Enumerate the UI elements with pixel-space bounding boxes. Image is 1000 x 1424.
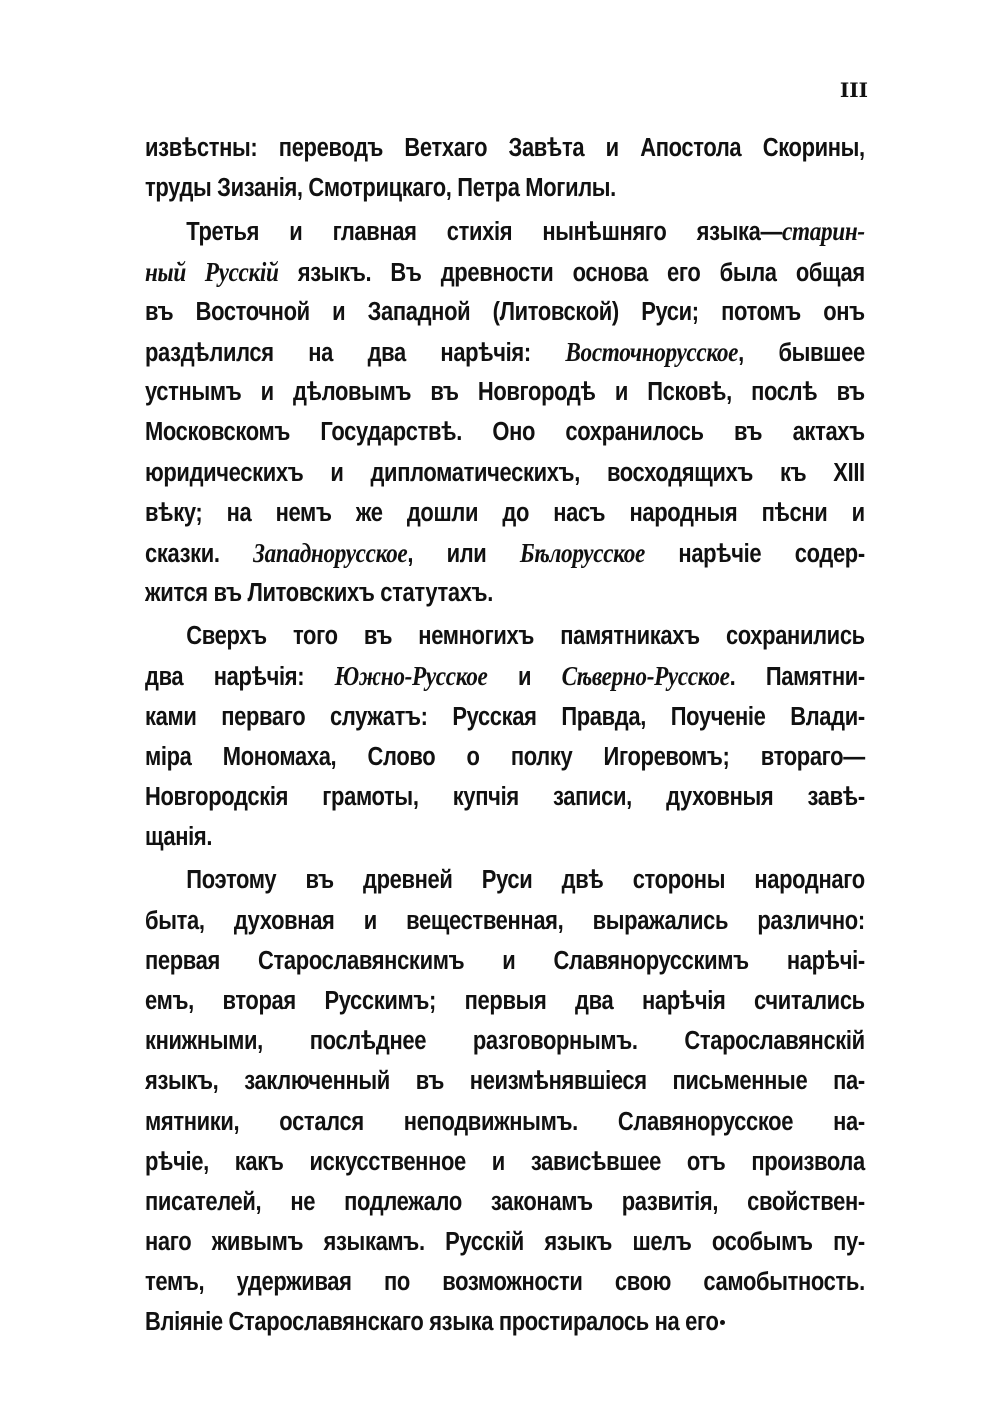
italic-term: Западнорусское — [253, 537, 408, 568]
text-line — [145, 616, 865, 656]
italic-term: ный Русскій — [145, 256, 279, 287]
italic-term: Восточнорусское — [565, 336, 739, 367]
text-line — [145, 1102, 865, 1142]
paragraph — [145, 128, 865, 208]
paragraph — [145, 616, 865, 857]
text-line — [145, 573, 865, 613]
text-run: труды Зизанія, Смотрицкаго, Петра Могилы. — [145, 174, 616, 203]
printer-mark — [720, 1320, 725, 1325]
text-line — [145, 860, 865, 900]
text-run: юридическихъ и дипломатическихъ, восходящихъ къ XIII — [145, 458, 865, 487]
text-line — [145, 901, 865, 941]
text-run: . Памятни- — [729, 663, 865, 692]
text-line — [145, 128, 865, 168]
text-run: Московскомъ Государствѣ. Оно сохранилось въ актахъ — [145, 418, 865, 447]
text-run: извѣстны: переводъ Ветхаго Завѣта и Апостола Скорины, — [145, 134, 865, 162]
text-line — [145, 656, 865, 696]
text-run: емъ, вторая Русскимъ; первыя два нарѣчія считались — [145, 986, 865, 1015]
text-run: въ Восточной и Западной (Литовской) Руси; потомъ онъ — [145, 297, 865, 326]
text-run: Сверхъ того въ немногихъ памятникахъ сохранились — [186, 622, 865, 651]
text-line — [145, 1142, 865, 1182]
text-line — [145, 941, 865, 981]
text-line — [145, 1262, 865, 1302]
text-run: ками перваго служатъ: Русская Правда, Поученіе Влади- — [145, 702, 865, 731]
text-run: сказки. — [145, 539, 254, 568]
text-line — [145, 252, 865, 292]
text-run: нарѣчіе содер- — [644, 539, 865, 568]
page-number: III — [839, 78, 868, 102]
text-run: наго живымъ языкамъ. Русскій языкъ шелъ особымъ пу- — [145, 1228, 865, 1257]
text-run: темъ, удерживая по возможности свою самобытность. — [145, 1268, 865, 1297]
text-run: первая Старославянскимъ и Славянорусскимъ нарѣчі- — [145, 946, 865, 975]
text-run: щанія. — [145, 823, 213, 852]
text-line — [145, 332, 865, 372]
italic-term: Бѣлорусское — [519, 537, 645, 568]
text-line — [145, 1302, 865, 1342]
text-run: и — [487, 663, 562, 692]
body-text — [145, 128, 865, 1343]
text-line — [145, 817, 865, 857]
text-line — [145, 1021, 865, 1061]
text-run: жится въ Литовскихъ статутахъ. — [145, 579, 493, 608]
text-run: писателей, не подлежало законамъ развитія, свойствен- — [145, 1187, 865, 1216]
text-run: книжными, послѣднее разговорнымъ. Старославянскій — [145, 1027, 865, 1056]
text-run: Вліяніе Старославянскаго языка простиралось на его — [145, 1308, 719, 1337]
text-line — [145, 168, 865, 208]
text-line — [145, 372, 865, 412]
text-line — [145, 211, 865, 251]
text-line — [145, 292, 865, 332]
text-line — [145, 777, 865, 817]
text-run: Поэтому въ древней Руси двѣ стороны народнаго — [186, 866, 865, 895]
text-run: мятники, остался неподвижнымъ. Славянорусское на- — [145, 1107, 865, 1136]
text-run: , или — [407, 539, 520, 568]
text-line — [145, 1222, 865, 1262]
text-run: міра Мономаха, Слово о полку Игоревомъ; втораго— — [145, 742, 865, 771]
text-line — [145, 1061, 865, 1101]
text-line — [145, 412, 865, 452]
text-run: два нарѣчія: — [145, 663, 335, 692]
text-run: вѣку; на немъ же дошли до насъ народныя пѣсни и — [145, 498, 865, 527]
text-run: рѣчіе, какъ искусственное и зависѣвшее отъ произвола — [145, 1147, 865, 1176]
italic-term: старин- — [782, 216, 865, 247]
text-line — [145, 981, 865, 1021]
text-run: Новгородскія грамоты, купчія записи, духовныя завѣ- — [145, 783, 865, 811]
text-line — [145, 697, 865, 737]
text-line — [145, 737, 865, 777]
text-run: языкъ. Въ древности основа его была общая — [278, 258, 865, 287]
text-line — [145, 1182, 865, 1222]
text-run: быта, духовная и вещественная, выражались различно: — [145, 906, 865, 935]
text-run: , бывшее — [738, 338, 865, 367]
text-line — [145, 453, 865, 493]
text-run: раздѣлился на два нарѣчія: — [145, 338, 566, 367]
italic-term: Сѣверно-Русское — [561, 661, 730, 692]
paragraph — [145, 860, 865, 1342]
italic-term: Южно-Русское — [334, 661, 488, 692]
text-run: Третья и главная стихія нынѣшняго языка— — [186, 218, 783, 247]
text-run: устнымъ и дѣловымъ въ Новгородѣ и Псковѣ, послѣ въ — [145, 378, 865, 407]
text-line — [145, 493, 865, 533]
text-line — [145, 533, 865, 573]
paragraph — [145, 211, 865, 613]
text-run: языкъ, заключенный въ неизмѣнявшіеся письменные па- — [145, 1067, 865, 1096]
